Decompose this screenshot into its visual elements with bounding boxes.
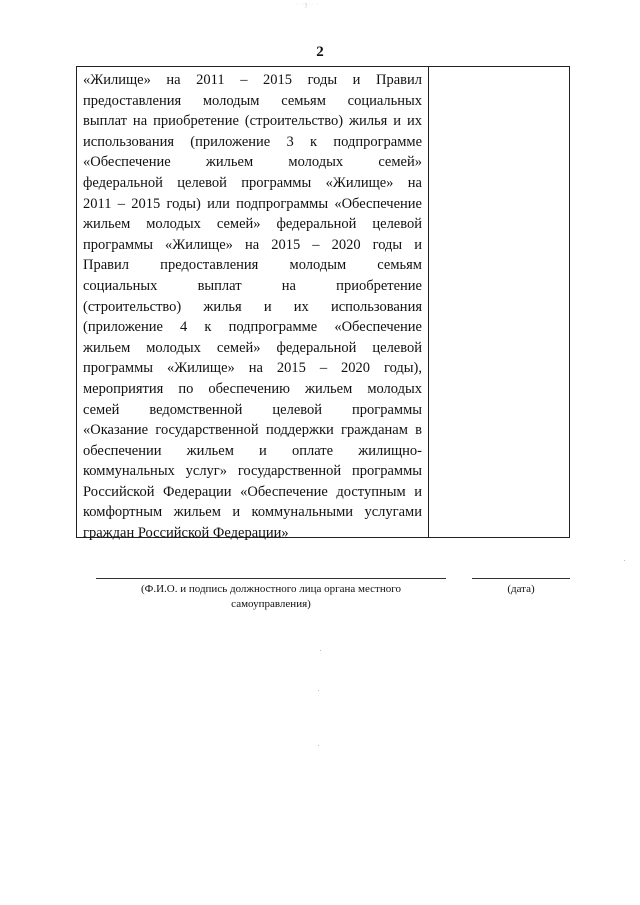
text-line: жильем молодых семей» федеральной целевой	[83, 339, 422, 356]
text-line: «Жилище» на 2011 – 2015 годы и Правил	[83, 72, 422, 88]
page-number: 2	[316, 44, 324, 60]
text-line: комфортным жильем и коммунальными услугами	[83, 504, 422, 521]
date-caption: (дата)	[507, 583, 535, 595]
scan-speck	[318, 745, 319, 746]
signature-line	[96, 578, 446, 579]
text-line: семей ведомственной целевой программы	[83, 401, 422, 418]
table-empty-cell	[429, 67, 569, 537]
scan-speck	[624, 560, 625, 561]
document-table	[76, 66, 570, 542]
text-line: Правил предоставления молодым семьям	[83, 257, 422, 274]
signature-caption-line1: (Ф.И.О. и подпись должностного лица органа местного	[141, 583, 401, 595]
text-line: предоставления молодым семьям социальных	[83, 92, 422, 109]
date-line	[472, 578, 570, 579]
text-line: коммунальных услуг» государственной программы	[83, 463, 422, 480]
text-line: социальных выплат на приобретение	[83, 277, 422, 294]
text-line: Российской Федерации «Обеспечение доступным и	[83, 483, 422, 500]
text-line: выплат на приобретение (строительство) жилья и их	[83, 113, 422, 130]
text-line: (приложение 4 к подпрограмме «Обеспечение	[83, 319, 422, 336]
text-line: (строительство) жилья и их использования	[83, 298, 422, 315]
text-line: обеспечении жильем и оплате жилищно-	[83, 442, 422, 459]
text-line: программы «Жилище» на 2015 – 2020 годы),	[83, 360, 422, 377]
text-line: программы «Жилище» на 2015 – 2020 годы и	[83, 236, 422, 253]
scan-speck	[320, 650, 321, 651]
signature-caption	[96, 582, 446, 612]
text-line: «Оказание государственной поддержки гражданам в	[83, 422, 422, 439]
signature-caption-line2: самоуправления)	[231, 598, 311, 610]
text-line: мероприятия по обеспечению жильем молодых	[83, 380, 422, 397]
text-line: федеральной целевой программы «Жилище» на	[83, 174, 422, 191]
scan-artifact: · ·ʒ·· ·	[296, 2, 320, 8]
text-line: «Обеспечение жильем молодых семей»	[83, 154, 422, 171]
text-line: использования (приложение 3 к подпрограмме	[83, 133, 422, 150]
scan-speck	[318, 690, 319, 691]
text-line: 2011 – 2015 годы) или подпрограммы «Обеспечение	[83, 195, 422, 212]
table-text-cell	[77, 67, 429, 542]
text-line: граждан Российской Федерации»	[83, 525, 289, 542]
text-line: жильем молодых семей» федеральной целевой	[83, 216, 422, 233]
